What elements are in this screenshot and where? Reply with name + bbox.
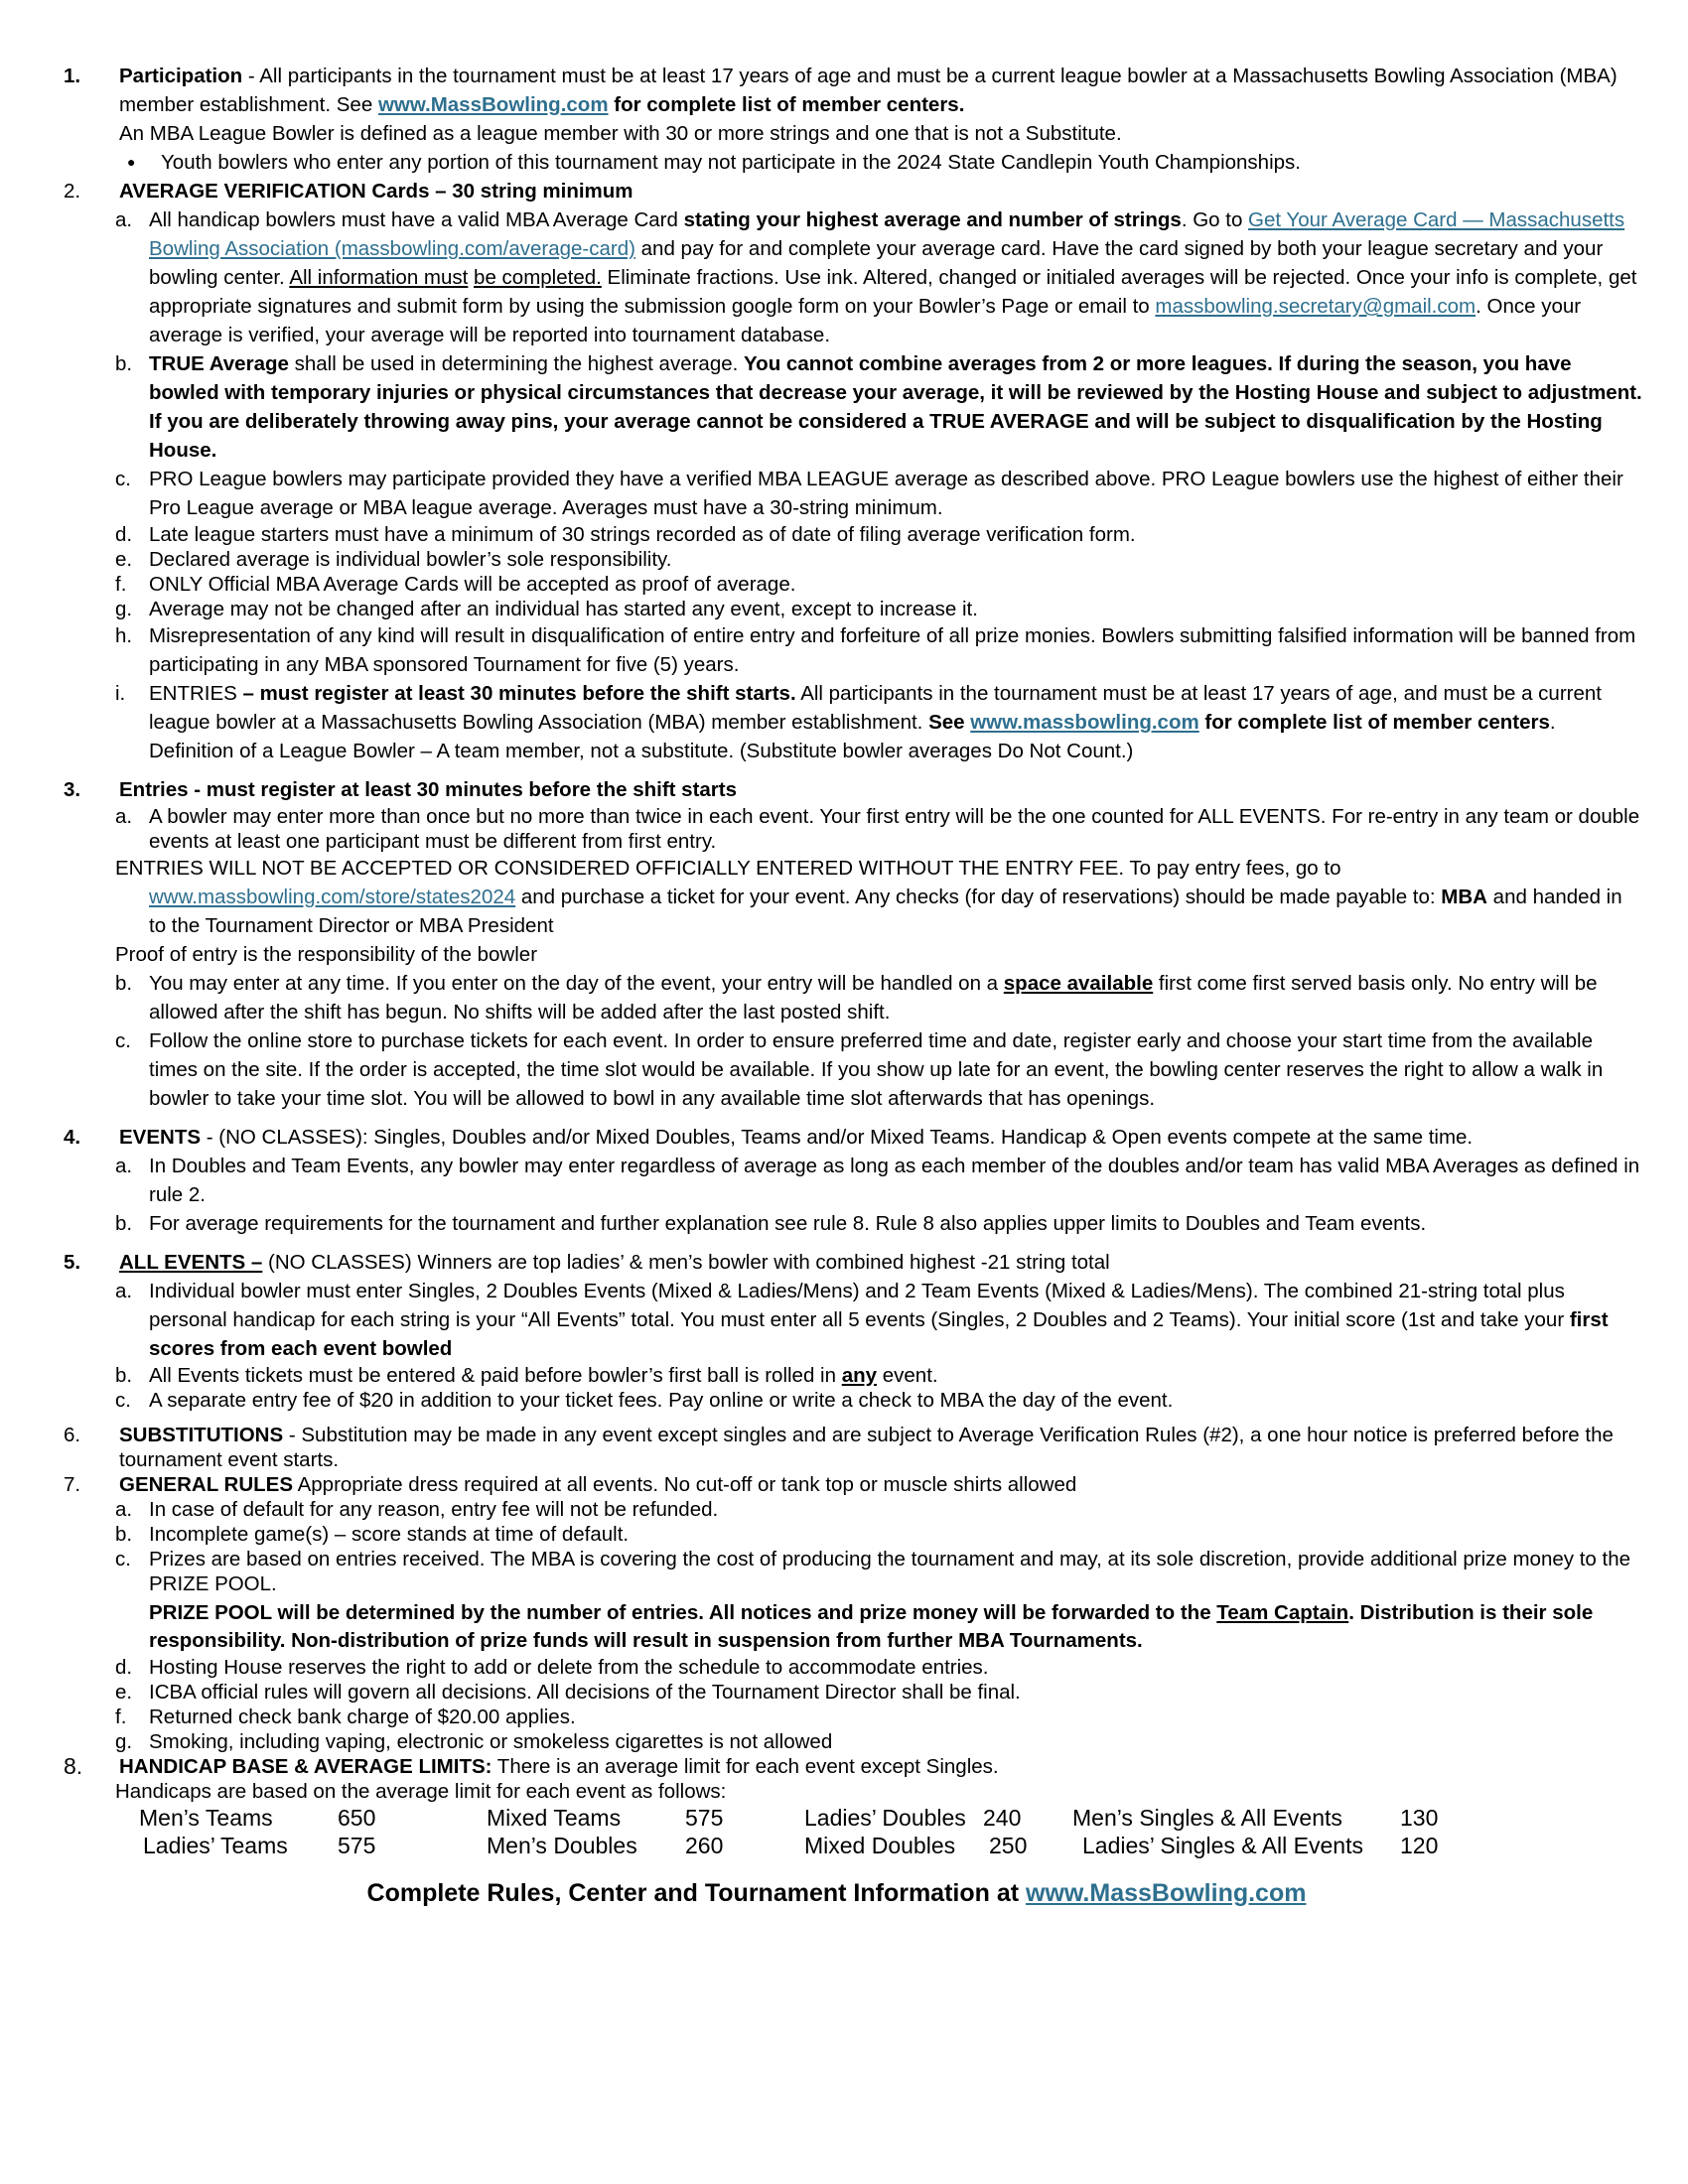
item-letter: a.: [115, 1498, 133, 1521]
rule-7c: [115, 1547, 1643, 1655]
rule-2i: [115, 679, 1643, 765]
bullet-text: Youth bowlers who enter any portion of this tournament may not participate in the 2024 State Candlepin Youth Championships.: [161, 151, 1301, 174]
table-cell: Ladies’ Teams: [143, 1833, 288, 1858]
rule-4: [60, 1123, 1643, 1152]
rule-3: [60, 775, 1643, 804]
item-letter: g.: [115, 598, 133, 620]
footer: [30, 1879, 1643, 1908]
rule-text: - All participants in the tournament must be at least 17 years of age and must be a current league bowler at a Massachusetts Bowling Association (MBA) member establishment. See: [119, 65, 1618, 116]
rule-text: Appropriate dress required at all events. No cut-off or tank top or muscle shirts allowed: [293, 1473, 1077, 1496]
rule-7a: [115, 1497, 1643, 1522]
secretary-email-link[interactable]: massbowling.secretary@gmail.com: [1155, 295, 1477, 318]
item-text: A bowler may enter more than once but no more than twice in each event. Your first entry will be the one counted for ALL EVENTS. For re-entry in any team or double events at least one participant must be different from first entry.: [149, 805, 1640, 853]
rule-number: 7.: [64, 1473, 81, 1496]
table-cell: 575: [685, 1805, 724, 1831]
average-card-link[interactable]: Get Your Average Card — Massachusetts Bowling Association (massbowling.com/average-card): [149, 208, 1625, 260]
item-letter: i.: [115, 682, 126, 705]
rule-3a: [115, 804, 1643, 854]
entry-fee-note: [115, 854, 1643, 940]
item-text: You may enter at any time. If you enter on the day of the event, your entry will be handled on a: [149, 972, 1004, 995]
item-text: Prizes are based on entries received. The MBA is covering the cost of producing the tournament and may, at its sole discretion, provide additional prize money to the PRIZE POOL.: [149, 1548, 1630, 1595]
item-text: Misrepresentation of any kind will result in disqualification of entire entry and forfeiture of all prize monies. Bowlers submitting falsified information will be banned from participating in any MBA sponsored Tournament for five (5) years.: [149, 624, 1636, 676]
item-text: first come first served basis only. No entry will be allowed after the shift has begun. No shifts will be added after the last posted shift.: [149, 972, 1598, 1024]
item-text: Incomplete game(s) – score stands at time of default.: [149, 1523, 630, 1546]
table-cell: 120: [1400, 1833, 1439, 1858]
item-text: Follow the online store to purchase tickets for each event. In order to ensure preferred time and date, register early and choose your start time from the available times on the site. If the order is accepted, the time slot would be available. If you show up late for an event, the bowling center reserves the right to allow a walk in bowler to take your time slot. You will be allowed to bowl in any available time slot afterwards that has openings.: [149, 1029, 1604, 1110]
item-text: and handed in to the Tournament Director or MBA President: [149, 886, 1622, 937]
bullet-item: [115, 148, 1643, 177]
item-text: ICBA official rules will govern all decisions. All decisions of the Tournament Director shall be final.: [149, 1681, 1021, 1704]
item-text-underline: All information must: [289, 266, 469, 289]
rule-5a: [115, 1277, 1643, 1363]
item-text-bold: space available: [1003, 972, 1154, 995]
item-letter: b.: [115, 1212, 133, 1235]
item-text-bold: . Distribution is their sole responsibility. Non-distribution of prize funds will result in suspension from further MBA Tournaments.: [149, 1601, 1594, 1652]
rule-text-bold: for complete list of member centers.: [608, 93, 965, 116]
item-text-bold: You cannot combine averages from 2 or more leagues. If during the season, you have bowled with temporary injuries or physical circumstances that decrease your average, it will be reviewed by the Hosting House and subject to adjustment. If you are deliberately throwing away pins, your average cannot be considered a TRUE AVERAGE and will be subject to disqualification by the Hosting House.: [149, 352, 1642, 462]
item-letter: e.: [115, 1681, 133, 1704]
proof-note: Proof of entry is the responsibility of the bowler: [115, 943, 538, 966]
item-text-bold: PRIZE POOL will be determined by the number of entries. All notices and prize money will be forwarded to the: [149, 1601, 1217, 1624]
rule-4b: [115, 1209, 1643, 1238]
item-letter: g.: [115, 1730, 133, 1753]
item-letter: c.: [115, 1389, 131, 1412]
rule-7f: [115, 1705, 1643, 1729]
table-row: [139, 1804, 1438, 1832]
bullet-dot-icon: ●: [127, 154, 136, 170]
prize-pool-note: [149, 1599, 1643, 1655]
massbowling-link[interactable]: www.MassBowling.com: [377, 93, 609, 116]
item-letter: b.: [115, 352, 133, 375]
rule-3c: [115, 1026, 1643, 1113]
item-letter: b.: [115, 1523, 133, 1546]
item-letter: b.: [115, 972, 133, 995]
item-text: A separate entry fee of $20 in addition to your ticket fees. Pay online or write a check to MBA the day of the event.: [149, 1389, 1174, 1412]
item-letter: a.: [115, 805, 133, 828]
item-text-bold: TRUE Average: [149, 352, 289, 375]
item-letter: a.: [115, 1280, 133, 1302]
item-text: Average may not be changed after an individual has started any event, except to increase it.: [149, 598, 978, 620]
item-text: ENTRIES WILL NOT BE ACCEPTED OR CONSIDERED OFFICIALLY ENTERED WITHOUT THE ENTRY FEE. To pay entry fees, go to: [115, 857, 1341, 880]
rule-4a: [115, 1152, 1643, 1209]
item-text: shall be used in determining the highest average.: [288, 352, 745, 375]
table-cell: 575: [338, 1833, 376, 1858]
footer-text: Complete Rules, Center and Tournament Information at: [366, 1879, 1027, 1907]
rule-3b: [115, 969, 1643, 1026]
item-text-bold: Team Captain: [1216, 1601, 1349, 1624]
item-text: All handicap bowlers must have a valid MBA Average Card: [149, 208, 684, 231]
item-letter: d.: [115, 1656, 133, 1679]
rule-2c: [115, 465, 1643, 522]
average-limits-table: [139, 1804, 1438, 1859]
item-letter: f.: [115, 573, 127, 596]
rule-text: An MBA League Bowler is defined as a league member with 30 or more strings and one that is not a Substitute.: [119, 122, 1122, 145]
item-text: ENTRIES: [149, 682, 243, 705]
rule-8: [60, 1754, 1643, 1779]
rule-title: GENERAL RULES: [119, 1473, 294, 1496]
rule-7: [60, 1472, 1643, 1497]
item-letter: d.: [115, 523, 133, 546]
item-text-bold: first scores from each event bowled: [149, 1308, 1609, 1360]
item-letter: a.: [115, 1155, 133, 1177]
rule-number: 6.: [64, 1424, 81, 1446]
rule-2a: [115, 205, 1643, 349]
item-text: PRO League bowlers may participate provided they have a verified MBA LEAGUE average as described above. PRO League bowlers use the highest of either their Pro League average or MBA league average. Averages must have a 30-string minimum.: [149, 468, 1623, 519]
rule-6: [60, 1423, 1643, 1472]
table-cell: Ladies’ Singles & All Events: [1082, 1833, 1363, 1858]
rule-2d: [115, 522, 1643, 547]
item-text-underline: be completed.: [474, 266, 602, 289]
item-text: Hosting House reserves the right to add or delete from the schedule to accommodate entries.: [149, 1656, 989, 1679]
rule-text: There is an average limit for each event except Singles.: [492, 1755, 999, 1778]
item-text: Declared average is individual bowler’s sole responsibility.: [149, 548, 672, 571]
item-text: Eliminate fractions. Use ink. Altered, changed or initialed averages will be rejected. Once your info is complete, get appropriate signatures and submit form by using the submission google form on your Bowler’s Page or email to: [149, 266, 1637, 318]
item-text: Smoking, including vaping, electronic or smokeless cigarettes is not allowed: [149, 1730, 833, 1753]
item-text-bold: – must register at least 30 minutes before the shift starts.: [242, 682, 796, 705]
item-text: and purchase a ticket for your event. Any checks (for day of reservations) should be made payable to:: [515, 886, 1442, 908]
table-cell: 650: [338, 1805, 376, 1831]
table-cell: 240: [983, 1805, 1022, 1831]
item-text: Individual bowler must enter Singles, 2 Doubles Events (Mixed & Ladies/Mens) and 2 Team Events (Mixed & Ladies/Mens). The combined 21-string total plus personal handicap for each string is your “All Events” total. You must enter all 5 events (Singles, 2 Doubles and 2 Teams). Your initial score (1st and take your: [149, 1280, 1570, 1331]
rules-document: [60, 62, 1643, 1908]
table-row: [139, 1832, 1438, 1859]
rule-number: 2.: [64, 180, 81, 203]
rule-7b: [115, 1522, 1643, 1547]
table-cell: Mixed Doubles: [804, 1833, 956, 1858]
table-cell: Men’s Teams: [139, 1805, 273, 1831]
item-text: All participants in the tournament must be at least 17 years of age, and must be a current league bowler at a Massachusetts Bowling Association (MBA) member establishment.: [149, 682, 1602, 734]
item-letter: f.: [115, 1706, 127, 1728]
rule-title: Entries - must register at least 30 minutes before the shift starts: [119, 778, 738, 801]
rule-text: (NO CLASSES) Winners are top ladies’ & men’s bowler with combined highest -21 string total: [262, 1251, 1110, 1274]
rule-title: Participation: [119, 65, 243, 87]
rule-title: HANDICAP BASE & AVERAGE LIMITS:: [119, 1755, 492, 1778]
item-letter: c.: [115, 1548, 131, 1570]
rule-number: 3.: [64, 778, 81, 801]
rule-2f: [115, 572, 1643, 597]
rule-number: 1.: [64, 65, 81, 87]
item-text: ONLY Official MBA Average Cards will be accepted as proof of average.: [149, 573, 796, 596]
item-letter: e.: [115, 548, 133, 571]
rule-number: 4.: [64, 1126, 81, 1149]
item-letter: a.: [115, 208, 133, 231]
table-cell: 260: [685, 1833, 724, 1858]
rule-2h: [115, 621, 1643, 679]
rule-7d: [115, 1655, 1643, 1680]
rule-2: [60, 177, 1643, 205]
rule-5b: [115, 1363, 1643, 1388]
item-text: In Doubles and Team Events, any bowler may enter regardless of average as long as each member of the doubles and/or team has valid MBA Averages as defined in rule 2.: [149, 1155, 1640, 1206]
rule-title: ALL EVENTS –: [119, 1251, 263, 1274]
rule-title: EVENTS: [119, 1126, 202, 1149]
rule-7g: [115, 1729, 1643, 1754]
item-text: and pay for and complete your average card. Have the card signed by both your league secretary and your bowling center.: [149, 237, 1604, 289]
footer-massbowling-link[interactable]: www.MassBowling.com: [1026, 1879, 1307, 1907]
handicap-note: Handicaps are based on the average limit for each event as follows:: [115, 1780, 727, 1803]
item-letter: b.: [115, 1364, 133, 1387]
table-cell: Mixed Teams: [487, 1805, 622, 1831]
table-cell: 250: [989, 1833, 1028, 1858]
item-text: . Go to: [1181, 208, 1249, 231]
rule-7e: [115, 1680, 1643, 1705]
item-text-bold: MBA: [1441, 886, 1487, 908]
table-cell: Men’s Singles & All Events: [1072, 1805, 1342, 1831]
rule-title: AVERAGE VERIFICATION Cards – 30 string minimum: [119, 180, 633, 203]
rule-text: - Substitution may be made in any event except singles and are subject to Average Verification Rules (#2), a one hour notice is preferred before the tournament event starts.: [119, 1424, 1614, 1471]
item-text-bold: any: [841, 1364, 878, 1387]
item-letter: c.: [115, 468, 131, 490]
massbowling-link[interactable]: www.massbowling.com: [970, 711, 1199, 734]
item-text-bold: See: [928, 711, 971, 734]
item-text: All Events tickets must be entered & paid before bowler’s first ball is rolled in: [149, 1364, 842, 1387]
table-cell: 130: [1400, 1805, 1439, 1831]
item-text-bold: stating your highest average and number of strings: [683, 208, 1182, 231]
rule-title: SUBSTITUTIONS: [119, 1424, 284, 1446]
item-letter: h.: [115, 624, 133, 647]
rule-2e: [115, 547, 1643, 572]
rule-5c: [115, 1388, 1643, 1413]
item-text: For average requirements for the tournament and further explanation see rule 8. Rule 8 also applies upper limits to Doubles and Team events.: [149, 1212, 1427, 1235]
item-text: In case of default for any reason, entry fee will not be refunded.: [149, 1498, 719, 1521]
table-cell: Men’s Doubles: [487, 1833, 637, 1858]
item-text: Returned check bank charge of $20.00 applies.: [149, 1706, 576, 1728]
rule-text: - (NO CLASSES): Singles, Doubles and/or Mixed Doubles, Teams and/or Mixed Teams. Handicap & Open events compete at the same time.: [201, 1126, 1474, 1149]
item-text: event.: [877, 1364, 938, 1387]
rule-2g: [115, 597, 1643, 621]
rule-5: [60, 1248, 1643, 1277]
item-text-bold: for complete list of member centers: [1198, 711, 1550, 734]
item-letter: c.: [115, 1029, 131, 1052]
store-link[interactable]: www.massbowling.com/store/states2024: [149, 886, 516, 908]
item-text: . Once your average is verified, your average will be reported into tournament database.: [149, 295, 1582, 346]
item-text: . Definition of a League Bowler – A team member, not a substitute. (Substitute bowler averages Do Not Count.): [149, 711, 1556, 762]
rule-2b: [115, 349, 1643, 465]
rule-number: 8.: [64, 1753, 83, 1779]
rule-1: [60, 62, 1643, 148]
table-cell: Ladies’ Doubles: [804, 1805, 966, 1831]
rule-number: 5.: [64, 1251, 81, 1274]
item-text: Late league starters must have a minimum of 30 strings recorded as of date of filing average verification form.: [149, 523, 1136, 546]
